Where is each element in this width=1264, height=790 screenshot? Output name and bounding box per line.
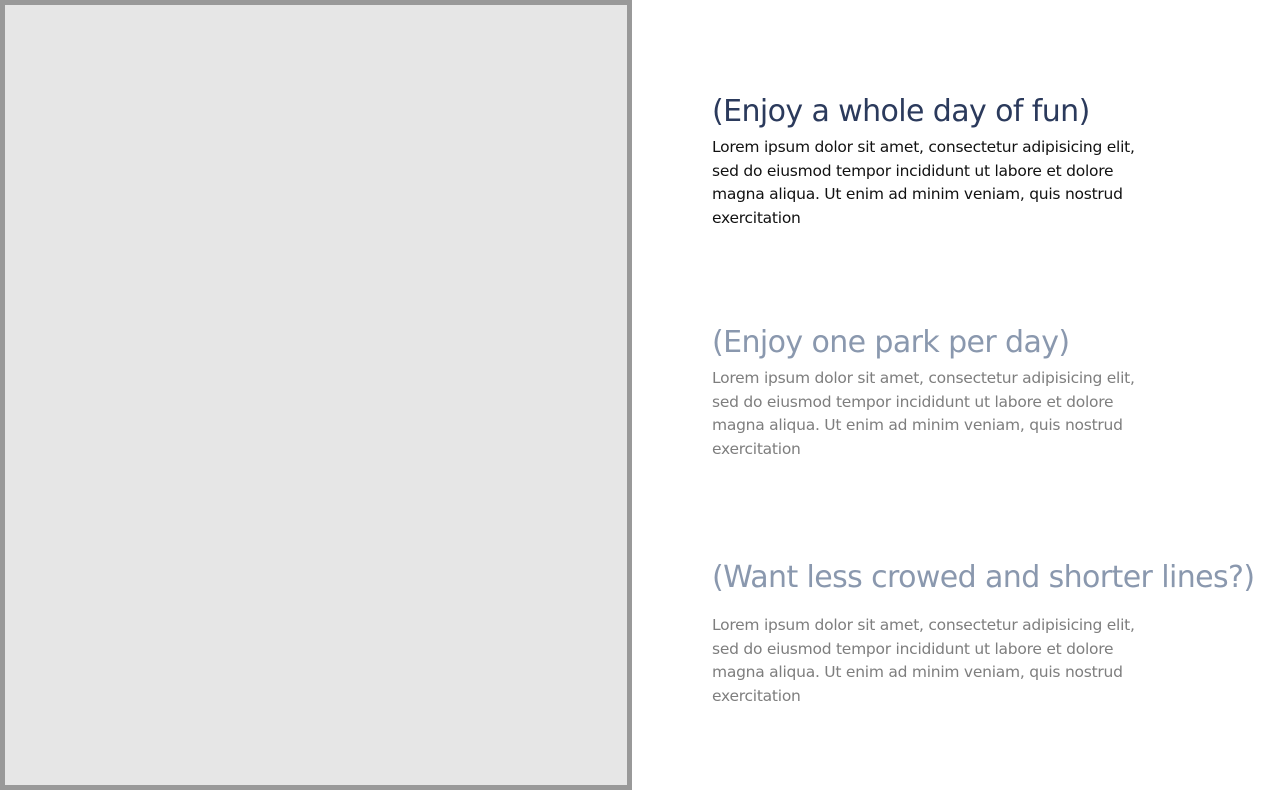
feature-description: Lorem ipsum dolor sit amet, consectetur adipisicing elit, sed do eiusmod tempor incididunt ut labore et dolore magna aliqua. Ut enim ad minim veniam, quis nostrud exercitation (712, 369, 1135, 458)
feature-description: Lorem ipsum dolor sit amet, consectetur adipisicing elit, sed do eiusmod tempor incididunt ut labore et dolore magna aliqua. Ut enim ad minim veniam, quis nostrud exercitation (712, 616, 1135, 705)
feature-item-whole-day[interactable] (712, 94, 1232, 230)
feature-title[interactable]: (Enjoy a whole day of fun) (712, 94, 1090, 129)
feature-title[interactable]: (Enjoy one park per day) (712, 325, 1070, 360)
feature-title[interactable]: (Want less crowed and shorter lines?) (712, 560, 1255, 595)
feature-description: Lorem ipsum dolor sit amet, consectetur adipisicing elit, sed do eiusmod tempor incididunt ut labore et dolore magna aliqua. Ut enim ad minim veniam, quis nostrud exercitation (712, 138, 1135, 227)
feature-item-shorter-lines[interactable] (712, 560, 1255, 708)
feature-item-one-park[interactable] (712, 325, 1232, 461)
